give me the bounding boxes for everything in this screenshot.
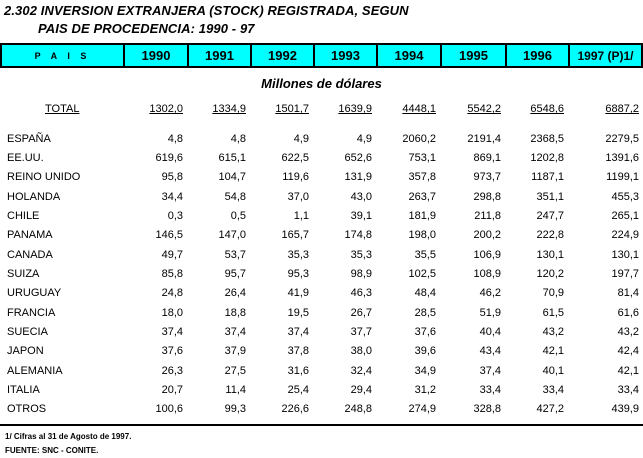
value-cell: 130,1 xyxy=(611,248,639,261)
value-cell: 265,1 xyxy=(611,210,639,223)
value-cell: 48,4 xyxy=(414,287,436,300)
table-row xyxy=(0,245,643,264)
row-label-country: JAPON xyxy=(7,345,44,358)
value-cell: 28,5 xyxy=(414,306,436,319)
table-row xyxy=(0,342,643,361)
row-label-country: OTROS xyxy=(7,403,47,416)
value-cell: 198,0 xyxy=(408,229,436,242)
value-cell: 26,7 xyxy=(350,306,372,319)
value-cell: 42,1 xyxy=(542,345,564,358)
row-label-country: ITALIA xyxy=(7,384,40,397)
value-cell: 4,9 xyxy=(293,132,309,145)
value-cell: 4,8 xyxy=(230,132,246,145)
value-cell: 439,9 xyxy=(611,403,639,416)
value-cell: 224,9 xyxy=(611,229,639,242)
column-header-year: 1994 xyxy=(376,45,440,66)
value-cell: 1199,1 xyxy=(606,171,639,184)
total-value-cell: 1302,0 xyxy=(149,103,183,115)
value-cell: 427,2 xyxy=(536,403,564,416)
row-label-country: REINO UNIDO xyxy=(7,171,81,184)
table-row xyxy=(0,168,643,187)
value-cell: 37,6 xyxy=(161,345,183,358)
value-cell: 40,4 xyxy=(479,326,501,339)
value-cell: 20,7 xyxy=(161,384,183,397)
value-cell: 54,8 xyxy=(224,190,246,203)
value-cell: 130,1 xyxy=(536,248,564,261)
table-row xyxy=(0,284,643,303)
value-cell: 27,5 xyxy=(224,364,246,377)
value-cell: 226,6 xyxy=(281,403,309,416)
value-cell: 95,7 xyxy=(224,268,246,281)
value-cell: 106,9 xyxy=(473,248,501,261)
value-cell: 2191,4 xyxy=(467,132,501,145)
value-cell: 95,8 xyxy=(161,171,183,184)
value-cell: 108,9 xyxy=(473,268,501,281)
value-cell: 200,2 xyxy=(473,229,501,242)
value-cell: 11,4 xyxy=(225,384,246,397)
value-cell: 99,3 xyxy=(224,403,246,416)
value-cell: 2279,5 xyxy=(605,132,639,145)
value-cell: 652,6 xyxy=(344,152,372,165)
value-cell: 49,7 xyxy=(161,248,183,261)
value-cell: 104,7 xyxy=(218,171,246,184)
total-row-label: TOTAL xyxy=(45,103,80,115)
column-header-year: 1997 (P)1/ xyxy=(568,45,641,66)
value-cell: 70,9 xyxy=(542,287,564,300)
value-cell: 622,5 xyxy=(281,152,309,165)
value-cell: 39,6 xyxy=(414,345,436,358)
value-cell: 46,3 xyxy=(350,287,372,300)
value-cell: 19,5 xyxy=(287,306,309,319)
value-cell: 37,7 xyxy=(350,326,372,339)
column-header-year: 1990 xyxy=(123,45,187,66)
table-row xyxy=(0,206,643,225)
column-header-pais: P A I S xyxy=(34,50,91,61)
value-cell: 4,9 xyxy=(356,132,372,145)
value-cell: 39,1 xyxy=(350,210,372,223)
value-cell: 37,4 xyxy=(287,326,309,339)
value-cell: 248,8 xyxy=(344,403,372,416)
value-cell: 37,9 xyxy=(224,345,246,358)
value-cell: 26,4 xyxy=(224,287,246,300)
value-cell: 1391,6 xyxy=(605,152,639,165)
value-cell: 18,0 xyxy=(161,306,183,319)
table-row xyxy=(0,226,643,245)
value-cell: 1202,8 xyxy=(530,152,564,165)
total-value-cell: 1639,9 xyxy=(338,103,372,115)
total-value-cell: 6548,6 xyxy=(530,103,564,115)
value-cell: 34,9 xyxy=(414,364,436,377)
value-cell: 181,9 xyxy=(408,210,436,223)
footnote-source: FUENTE: SNC - CONITE. xyxy=(5,446,99,455)
value-cell: 24,8 xyxy=(161,287,183,300)
page-title: 2.302 INVERSION EXTRANJERA (STOCK) REGISTRADA, SEGUN xyxy=(4,3,409,18)
total-value-cell: 1334,9 xyxy=(212,103,246,115)
value-cell: 37,4 xyxy=(161,326,183,339)
total-value-cell: 1501,7 xyxy=(275,103,309,115)
value-cell: 298,8 xyxy=(473,190,501,203)
value-cell: 42,4 xyxy=(617,345,639,358)
value-cell: 31,6 xyxy=(287,364,309,377)
value-cell: 328,8 xyxy=(473,403,501,416)
value-cell: 37,4 xyxy=(224,326,246,339)
value-cell: 33,4 xyxy=(479,384,501,397)
row-label-country: PANAMA xyxy=(7,229,53,242)
value-cell: 51,9 xyxy=(479,306,501,319)
value-cell: 35,3 xyxy=(350,248,372,261)
value-cell: 0,5 xyxy=(230,210,246,223)
value-cell: 18,8 xyxy=(224,306,246,319)
table-row xyxy=(0,303,643,322)
value-cell: 102,5 xyxy=(408,268,436,281)
value-cell: 4,8 xyxy=(167,132,183,145)
row-label-country: SUECIA xyxy=(7,326,48,339)
column-header-year: 1991 xyxy=(187,45,250,66)
table-header-row xyxy=(0,43,643,68)
value-cell: 619,6 xyxy=(155,152,183,165)
value-cell: 35,5 xyxy=(414,248,436,261)
footnote-cutoff-date: 1/ Cifras al 31 de Agosto de 1997. xyxy=(5,432,132,441)
value-cell: 455,3 xyxy=(611,190,639,203)
value-cell: 37,8 xyxy=(287,345,309,358)
value-cell: 869,1 xyxy=(473,152,501,165)
value-cell: 34,4 xyxy=(161,190,183,203)
value-cell: 174,8 xyxy=(344,229,372,242)
table-body xyxy=(0,129,643,419)
value-cell: 32,4 xyxy=(350,364,372,377)
row-label-country: URUGUAY xyxy=(7,287,62,300)
row-label-country: FRANCIA xyxy=(7,306,56,319)
value-cell: 43,2 xyxy=(542,326,564,339)
value-cell: 29,4 xyxy=(350,384,372,397)
value-cell: 211,8 xyxy=(474,210,501,223)
footer-divider-line xyxy=(0,424,643,426)
total-value-cell: 5542,2 xyxy=(467,103,501,115)
value-cell: 61,5 xyxy=(542,306,564,319)
value-cell: 53,7 xyxy=(224,248,246,261)
table-total-row xyxy=(0,101,643,117)
value-cell: 43,4 xyxy=(479,345,501,358)
value-cell: 38,0 xyxy=(350,345,372,358)
page-title-line2: PAIS DE PROCEDENCIA: 1990 - 97 xyxy=(38,21,255,36)
table-row xyxy=(0,129,643,148)
value-cell: 37,6 xyxy=(414,326,436,339)
value-cell: 26,3 xyxy=(161,364,183,377)
value-cell: 41,9 xyxy=(287,287,309,300)
value-cell: 33,4 xyxy=(617,384,639,397)
value-cell: 33,4 xyxy=(542,384,564,397)
value-cell: 2060,2 xyxy=(402,132,436,145)
value-cell: 197,7 xyxy=(611,268,639,281)
value-cell: 43,0 xyxy=(350,190,372,203)
row-label-country: EE.UU. xyxy=(7,152,44,165)
value-cell: 1,1 xyxy=(293,210,309,223)
value-cell: 222,8 xyxy=(536,229,564,242)
value-cell: 95,3 xyxy=(287,268,309,281)
value-cell: 37,4 xyxy=(479,364,501,377)
total-value-cell: 4448,1 xyxy=(402,103,436,115)
table-row xyxy=(0,322,643,341)
column-header-year: 1993 xyxy=(313,45,376,66)
total-value-cell: 6887,2 xyxy=(605,103,639,115)
value-cell: 615,1 xyxy=(218,152,246,165)
value-cell: 31,2 xyxy=(414,384,436,397)
table-units-subtitle: Millones de dólares xyxy=(261,76,382,91)
value-cell: 119,6 xyxy=(282,171,309,184)
value-cell: 98,9 xyxy=(350,268,372,281)
value-cell: 147,0 xyxy=(218,229,246,242)
value-cell: 81,4 xyxy=(617,287,639,300)
value-cell: 120,2 xyxy=(536,268,564,281)
table-row xyxy=(0,264,643,283)
value-cell: 0,3 xyxy=(167,210,183,223)
table-row xyxy=(0,400,643,419)
value-cell: 42,1 xyxy=(617,364,639,377)
value-cell: 351,1 xyxy=(536,190,564,203)
row-label-country: ESPAÑA xyxy=(7,132,51,145)
value-cell: 247,7 xyxy=(536,210,564,223)
value-cell: 274,9 xyxy=(408,403,436,416)
row-label-country: ALEMANIA xyxy=(7,364,63,377)
value-cell: 973,7 xyxy=(473,171,501,184)
row-label-country: CANADA xyxy=(7,248,53,261)
value-cell: 35,3 xyxy=(287,248,309,261)
column-header-year: 1992 xyxy=(250,45,313,66)
table-row xyxy=(0,380,643,399)
value-cell: 357,8 xyxy=(408,171,436,184)
column-header-year: 1996 xyxy=(505,45,568,66)
value-cell: 40,1 xyxy=(542,364,564,377)
value-cell: 131,9 xyxy=(344,171,372,184)
column-header-year: 1995 xyxy=(440,45,505,66)
value-cell: 263,7 xyxy=(408,190,436,203)
value-cell: 37,0 xyxy=(287,190,309,203)
value-cell: 25,4 xyxy=(287,384,309,397)
table-row xyxy=(0,187,643,206)
value-cell: 146,5 xyxy=(155,229,183,242)
value-cell: 100,6 xyxy=(155,403,183,416)
value-cell: 61,6 xyxy=(617,306,639,319)
value-cell: 43,2 xyxy=(617,326,639,339)
row-label-country: HOLANDA xyxy=(7,190,61,203)
value-cell: 753,1 xyxy=(408,152,436,165)
row-label-country: CHILE xyxy=(7,210,40,223)
value-cell: 2368,5 xyxy=(530,132,564,145)
value-cell: 85,8 xyxy=(161,268,183,281)
value-cell: 1187,1 xyxy=(531,171,564,184)
value-cell: 165,7 xyxy=(281,229,309,242)
table-row xyxy=(0,361,643,380)
row-label-country: SUIZA xyxy=(7,268,40,281)
value-cell: 46,2 xyxy=(479,287,501,300)
table-row xyxy=(0,148,643,167)
